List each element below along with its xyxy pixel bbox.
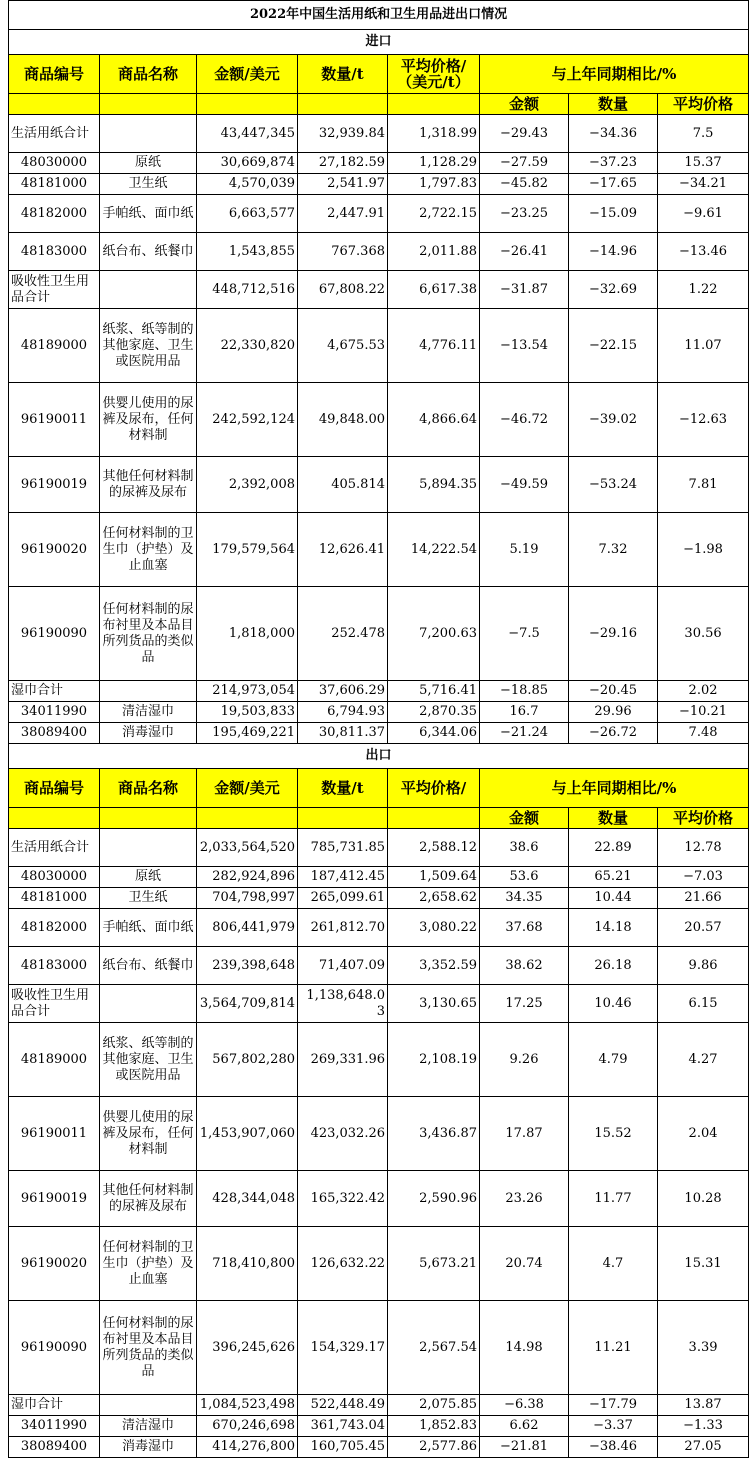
cell-yoy-amount: −27.59 — [480, 153, 569, 174]
cell-yoy-qty: 7.32 — [569, 513, 658, 587]
cell-qty: 2,541.97 — [298, 174, 388, 195]
header-sub-amount: 金额 — [480, 808, 569, 829]
cell-code: 48182000 — [9, 195, 100, 233]
cell-yoy-qty: 29.96 — [569, 702, 658, 723]
cell-yoy-price: 7.48 — [658, 723, 749, 744]
cell-amount: 1,453,907,060 — [197, 1097, 298, 1171]
cell-code: 生活用纸合计 — [9, 829, 100, 867]
cell-yoy-price: 6.15 — [658, 985, 749, 1023]
cell-name — [100, 115, 197, 153]
cell-price: 3,080.22 — [388, 909, 480, 947]
cell-price: 7,200.63 — [388, 587, 480, 681]
cell-name: 手帕纸、面巾纸 — [100, 195, 197, 233]
cell-amount: 4,570,039 — [197, 174, 298, 195]
cell-qty: 32,939.84 — [298, 115, 388, 153]
cell-yoy-price: −1.33 — [658, 1416, 749, 1437]
cell-yoy-price: −9.61 — [658, 195, 749, 233]
cell-yoy-price: 2.04 — [658, 1097, 749, 1171]
header-sub-qty: 数量 — [569, 808, 658, 829]
cell-yoy-price: −10.21 — [658, 702, 749, 723]
cell-yoy-qty: 10.44 — [569, 888, 658, 909]
table-row — [9, 1301, 749, 1395]
cell-code: 48181000 — [9, 888, 100, 909]
header-code: 商品编号 — [9, 769, 100, 808]
cell-yoy-qty: −26.72 — [569, 723, 658, 744]
cell-amount: 43,447,345 — [197, 115, 298, 153]
cell-yoy-amount: 20.74 — [480, 1227, 569, 1301]
table-row — [9, 1097, 749, 1171]
cell-yoy-price: 12.78 — [658, 829, 749, 867]
cell-qty: 785,731.85 — [298, 829, 388, 867]
cell-yoy-amount: −18.85 — [480, 681, 569, 702]
header-blank — [197, 94, 298, 115]
header-yoy: 与上年同期相比/% — [480, 769, 749, 808]
cell-qty: 160,705.45 — [298, 1437, 388, 1458]
cell-yoy-price: 20.57 — [658, 909, 749, 947]
cell-qty: 27,182.59 — [298, 153, 388, 174]
cell-code: 生活用纸合计 — [9, 115, 100, 153]
cell-code: 吸收性卫生用品合计 — [9, 985, 100, 1023]
cell-code: 48189000 — [9, 1023, 100, 1097]
table-row — [9, 888, 749, 909]
cell-yoy-amount: −6.38 — [480, 1395, 569, 1416]
cell-price: 6,344.06 — [388, 723, 480, 744]
cell-price: 3,130.65 — [388, 985, 480, 1023]
header-blank — [298, 94, 388, 115]
table-row — [9, 702, 749, 723]
cell-yoy-qty: −3.37 — [569, 1416, 658, 1437]
cell-yoy-qty: −34.36 — [569, 115, 658, 153]
table-row — [9, 867, 749, 888]
cell-yoy-qty: 11.21 — [569, 1301, 658, 1395]
table-row — [9, 1023, 749, 1097]
table-row — [9, 115, 749, 153]
cell-yoy-amount: 38.6 — [480, 829, 569, 867]
header-sub-qty: 数量 — [569, 94, 658, 115]
header-name: 商品名称 — [100, 55, 197, 94]
cell-name: 卫生纸 — [100, 174, 197, 195]
table-row — [9, 1395, 749, 1416]
cell-price: 14,222.54 — [388, 513, 480, 587]
cell-amount: 448,712,516 — [197, 271, 298, 309]
table-row — [9, 1416, 749, 1437]
header-avg-price: 平均价格/（美元/t） — [388, 55, 480, 94]
cell-name: 纸浆、纸等制的其他家庭、卫生或医院用品 — [100, 1023, 197, 1097]
cell-yoy-qty: 26.18 — [569, 947, 658, 985]
cell-code: 96190020 — [9, 513, 100, 587]
table-row — [9, 1171, 749, 1227]
header-blank — [388, 808, 480, 829]
cell-amount: 30,669,874 — [197, 153, 298, 174]
cell-code: 96190011 — [9, 1097, 100, 1171]
cell-name: 消毒湿巾 — [100, 1437, 197, 1458]
cell-yoy-qty: 4.79 — [569, 1023, 658, 1097]
cell-qty: 269,331.96 — [298, 1023, 388, 1097]
cell-yoy-price: 2.02 — [658, 681, 749, 702]
table-row — [9, 1437, 749, 1458]
table-row — [9, 195, 749, 233]
cell-yoy-amount: 5.19 — [480, 513, 569, 587]
cell-name: 纸台布、纸餐巾 — [100, 233, 197, 271]
cell-price: 2,108.19 — [388, 1023, 480, 1097]
cell-qty: 37,606.29 — [298, 681, 388, 702]
cell-qty: 187,412.45 — [298, 867, 388, 888]
header-yoy: 与上年同期相比/% — [480, 55, 749, 94]
cell-code: 48183000 — [9, 233, 100, 271]
cell-amount: 396,245,626 — [197, 1301, 298, 1395]
cell-code: 96190020 — [9, 1227, 100, 1301]
cell-name: 任何材料制的尿布衬里及本品目所列货品的类似品 — [100, 587, 197, 681]
cell-name — [100, 829, 197, 867]
cell-amount: 1,084,523,498 — [197, 1395, 298, 1416]
cell-yoy-amount: 38.62 — [480, 947, 569, 985]
cell-name — [100, 1395, 197, 1416]
cell-yoy-qty: 15.52 — [569, 1097, 658, 1171]
cell-qty: 405.814 — [298, 457, 388, 513]
cell-price: 1,509.64 — [388, 867, 480, 888]
header-amount: 金额/美元 — [197, 769, 298, 808]
cell-yoy-amount: 34.35 — [480, 888, 569, 909]
cell-qty: 361,743.04 — [298, 1416, 388, 1437]
cell-name: 任何材料制的尿布衬里及本品目所列货品的类似品 — [100, 1301, 197, 1395]
cell-name: 清洁湿巾 — [100, 1416, 197, 1437]
cell-price: 6,617.38 — [388, 271, 480, 309]
cell-price: 2,075.85 — [388, 1395, 480, 1416]
cell-yoy-qty: −14.96 — [569, 233, 658, 271]
table-row — [9, 909, 749, 947]
cell-amount: 239,398,648 — [197, 947, 298, 985]
cell-yoy-qty: −17.79 — [569, 1395, 658, 1416]
cell-qty: 2,447.91 — [298, 195, 388, 233]
table-row — [9, 233, 749, 271]
cell-yoy-price: −12.63 — [658, 383, 749, 457]
cell-qty: 4,675.53 — [298, 309, 388, 383]
cell-qty: 49,848.00 — [298, 383, 388, 457]
cell-yoy-price: 21.66 — [658, 888, 749, 909]
table-row — [9, 1227, 749, 1301]
header-sub-price: 平均价格 — [658, 808, 749, 829]
cell-name — [100, 985, 197, 1023]
header-blank — [298, 808, 388, 829]
header-code: 商品编号 — [9, 55, 100, 94]
table-row — [9, 153, 749, 174]
cell-amount: 195,469,221 — [197, 723, 298, 744]
cell-yoy-amount: 53.6 — [480, 867, 569, 888]
header-blank — [9, 808, 100, 829]
cell-yoy-price: 15.31 — [658, 1227, 749, 1301]
cell-name: 原纸 — [100, 867, 197, 888]
cell-name — [100, 271, 197, 309]
cell-amount: 282,924,896 — [197, 867, 298, 888]
cell-code: 48183000 — [9, 947, 100, 985]
cell-name: 消毒湿巾 — [100, 723, 197, 744]
cell-yoy-price: 13.87 — [658, 1395, 749, 1416]
header-name: 商品名称 — [100, 769, 197, 808]
cell-name: 纸浆、纸等制的其他家庭、卫生或医院用品 — [100, 309, 197, 383]
cell-yoy-price: 11.07 — [658, 309, 749, 383]
cell-yoy-amount: 16.7 — [480, 702, 569, 723]
cell-name: 供婴儿使用的尿裤及尿布，任何材料制 — [100, 383, 197, 457]
cell-price: 4,866.64 — [388, 383, 480, 457]
cell-yoy-amount: −45.82 — [480, 174, 569, 195]
cell-code: 湿巾合计 — [9, 1395, 100, 1416]
cell-yoy-qty: −17.65 — [569, 174, 658, 195]
cell-yoy-qty: 11.77 — [569, 1171, 658, 1227]
cell-qty: 767.368 — [298, 233, 388, 271]
cell-yoy-amount: 37.68 — [480, 909, 569, 947]
cell-code: 96190019 — [9, 457, 100, 513]
table-row — [9, 829, 749, 867]
cell-qty: 154,329.17 — [298, 1301, 388, 1395]
table-row — [9, 985, 749, 1023]
cell-price: 2,588.12 — [388, 829, 480, 867]
cell-amount: 2,392,008 — [197, 457, 298, 513]
trade-table — [8, 0, 749, 1458]
cell-yoy-amount: −13.54 — [480, 309, 569, 383]
cell-qty: 67,808.22 — [298, 271, 388, 309]
cell-yoy-amount: −49.59 — [480, 457, 569, 513]
cell-yoy-price: 15.37 — [658, 153, 749, 174]
table-row — [9, 947, 749, 985]
cell-yoy-price: 7.81 — [658, 457, 749, 513]
cell-yoy-price: −1.98 — [658, 513, 749, 587]
cell-price: 1,128.29 — [388, 153, 480, 174]
cell-code: 48030000 — [9, 153, 100, 174]
table-row — [9, 174, 749, 195]
cell-price: 1,797.83 — [388, 174, 480, 195]
cell-code: 48182000 — [9, 909, 100, 947]
cell-yoy-qty: −15.09 — [569, 195, 658, 233]
table-row — [9, 681, 749, 702]
cell-name: 原纸 — [100, 153, 197, 174]
table-row — [9, 457, 749, 513]
cell-yoy-amount: −21.81 — [480, 1437, 569, 1458]
cell-yoy-qty: 14.18 — [569, 909, 658, 947]
cell-code: 96190090 — [9, 1301, 100, 1395]
cell-yoy-amount: −46.72 — [480, 383, 569, 457]
cell-qty: 71,407.09 — [298, 947, 388, 985]
cell-amount: 2,033,564,520 — [197, 829, 298, 867]
cell-code: 48030000 — [9, 867, 100, 888]
cell-code: 湿巾合计 — [9, 681, 100, 702]
cell-code: 96190019 — [9, 1171, 100, 1227]
header-qty: 数量/t — [298, 55, 388, 94]
cell-yoy-qty: −20.45 — [569, 681, 658, 702]
cell-yoy-qty: −32.69 — [569, 271, 658, 309]
cell-yoy-price: −7.03 — [658, 867, 749, 888]
header-avg-price: 平均价格/ — [388, 769, 480, 808]
cell-amount: 704,798,997 — [197, 888, 298, 909]
cell-yoy-price: 10.28 — [658, 1171, 749, 1227]
cell-yoy-amount: −21.24 — [480, 723, 569, 744]
cell-name: 任何材料制的卫生巾（护垫）及止血塞 — [100, 513, 197, 587]
cell-yoy-qty: −38.46 — [569, 1437, 658, 1458]
cell-name: 手帕纸、面巾纸 — [100, 909, 197, 947]
header-sub-price: 平均价格 — [658, 94, 749, 115]
cell-qty: 265,099.61 — [298, 888, 388, 909]
cell-qty: 30,811.37 — [298, 723, 388, 744]
header-blank — [9, 94, 100, 115]
table-row — [9, 309, 749, 383]
cell-amount: 414,276,800 — [197, 1437, 298, 1458]
cell-yoy-price: 1.22 — [658, 271, 749, 309]
cell-yoy-amount: 6.62 — [480, 1416, 569, 1437]
cell-code: 48181000 — [9, 174, 100, 195]
cell-name: 清洁湿巾 — [100, 702, 197, 723]
cell-yoy-amount: 9.26 — [480, 1023, 569, 1097]
cell-price: 2,577.86 — [388, 1437, 480, 1458]
table-row — [9, 271, 749, 309]
cell-qty: 252.478 — [298, 587, 388, 681]
cell-amount: 19,503,833 — [197, 702, 298, 723]
cell-amount: 670,246,698 — [197, 1416, 298, 1437]
table-row — [9, 587, 749, 681]
table-row — [9, 513, 749, 587]
cell-amount: 3,564,709,814 — [197, 985, 298, 1023]
cell-name: 其他任何材料制的尿裤及尿布 — [100, 457, 197, 513]
header-qty: 数量/t — [298, 769, 388, 808]
cell-qty: 423,032.26 — [298, 1097, 388, 1171]
cell-price: 2,870.35 — [388, 702, 480, 723]
header-sub-amount: 金额 — [480, 94, 569, 115]
cell-yoy-price: 7.5 — [658, 115, 749, 153]
cell-price: 1,318.99 — [388, 115, 480, 153]
table-row — [9, 723, 749, 744]
cell-amount: 214,973,054 — [197, 681, 298, 702]
cell-amount: 718,410,800 — [197, 1227, 298, 1301]
cell-yoy-qty: 4.7 — [569, 1227, 658, 1301]
cell-amount: 242,592,124 — [197, 383, 298, 457]
cell-name: 供婴儿使用的尿裤及尿布，任何材料制 — [100, 1097, 197, 1171]
header-blank — [197, 808, 298, 829]
cell-price: 5,894.35 — [388, 457, 480, 513]
cell-qty: 522,448.49 — [298, 1395, 388, 1416]
cell-amount: 428,344,048 — [197, 1171, 298, 1227]
cell-yoy-price: 27.05 — [658, 1437, 749, 1458]
cell-price: 4,776.11 — [388, 309, 480, 383]
cell-yoy-amount: 17.25 — [480, 985, 569, 1023]
cell-code: 吸收性卫生用品合计 — [9, 271, 100, 309]
cell-yoy-amount: −29.43 — [480, 115, 569, 153]
cell-yoy-price: 3.39 — [658, 1301, 749, 1395]
cell-name: 卫生纸 — [100, 888, 197, 909]
cell-yoy-qty: −22.15 — [569, 309, 658, 383]
header-blank — [388, 94, 480, 115]
cell-price: 2,011.88 — [388, 233, 480, 271]
cell-yoy-price: 4.27 — [658, 1023, 749, 1097]
header-blank — [100, 808, 197, 829]
cell-qty: 1,138,648.03 — [298, 985, 388, 1023]
cell-amount: 179,579,564 — [197, 513, 298, 587]
cell-yoy-amount: −26.41 — [480, 233, 569, 271]
cell-yoy-qty: −53.24 — [569, 457, 658, 513]
cell-amount: 22,330,820 — [197, 309, 298, 383]
cell-yoy-amount: 17.87 — [480, 1097, 569, 1171]
table-row — [9, 383, 749, 457]
cell-amount: 1,543,855 — [197, 233, 298, 271]
cell-code: 34011990 — [9, 1416, 100, 1437]
cell-price: 2,658.62 — [388, 888, 480, 909]
cell-price: 3,436.87 — [388, 1097, 480, 1171]
cell-code: 96190090 — [9, 587, 100, 681]
cell-qty: 261,812.70 — [298, 909, 388, 947]
cell-yoy-qty: 10.46 — [569, 985, 658, 1023]
cell-amount: 567,802,280 — [197, 1023, 298, 1097]
page-title: 2022年中国生活用纸和卫生用品进出口情况 — [9, 1, 749, 30]
header-blank — [100, 94, 197, 115]
section-title: 进口 — [9, 30, 749, 55]
cell-yoy-qty: −29.16 — [569, 587, 658, 681]
cell-qty: 126,632.22 — [298, 1227, 388, 1301]
cell-code: 34011990 — [9, 702, 100, 723]
cell-yoy-qty: −37.23 — [569, 153, 658, 174]
cell-name: 纸台布、纸餐巾 — [100, 947, 197, 985]
cell-amount: 1,818,000 — [197, 587, 298, 681]
cell-yoy-qty: 65.21 — [569, 867, 658, 888]
cell-name: 其他任何材料制的尿裤及尿布 — [100, 1171, 197, 1227]
cell-yoy-price: −13.46 — [658, 233, 749, 271]
cell-price: 2,567.54 — [388, 1301, 480, 1395]
cell-yoy-amount: 23.26 — [480, 1171, 569, 1227]
cell-price: 1,852.83 — [388, 1416, 480, 1437]
cell-yoy-price: 30.56 — [658, 587, 749, 681]
cell-yoy-qty: 22.89 — [569, 829, 658, 867]
header-amount: 金额/美元 — [197, 55, 298, 94]
cell-code: 38089400 — [9, 723, 100, 744]
cell-price: 5,673.21 — [388, 1227, 480, 1301]
cell-code: 96190011 — [9, 383, 100, 457]
cell-qty: 6,794.93 — [298, 702, 388, 723]
cell-amount: 6,663,577 — [197, 195, 298, 233]
cell-qty: 165,322.42 — [298, 1171, 388, 1227]
cell-amount: 806,441,979 — [197, 909, 298, 947]
cell-price: 5,716.41 — [388, 681, 480, 702]
section-title: 出口 — [9, 744, 749, 769]
cell-yoy-price: 9.86 — [658, 947, 749, 985]
cell-price: 3,352.59 — [388, 947, 480, 985]
cell-price: 2,590.96 — [388, 1171, 480, 1227]
cell-yoy-amount: −7.5 — [480, 587, 569, 681]
cell-yoy-qty: −39.02 — [569, 383, 658, 457]
cell-yoy-amount: −23.25 — [480, 195, 569, 233]
cell-name: 任何材料制的卫生巾（护垫）及止血塞 — [100, 1227, 197, 1301]
cell-qty: 12,626.41 — [298, 513, 388, 587]
cell-code: 38089400 — [9, 1437, 100, 1458]
cell-price: 2,722.15 — [388, 195, 480, 233]
cell-yoy-amount: −31.87 — [480, 271, 569, 309]
cell-name — [100, 681, 197, 702]
cell-yoy-amount: 14.98 — [480, 1301, 569, 1395]
cell-yoy-price: −34.21 — [658, 174, 749, 195]
cell-code: 48189000 — [9, 309, 100, 383]
